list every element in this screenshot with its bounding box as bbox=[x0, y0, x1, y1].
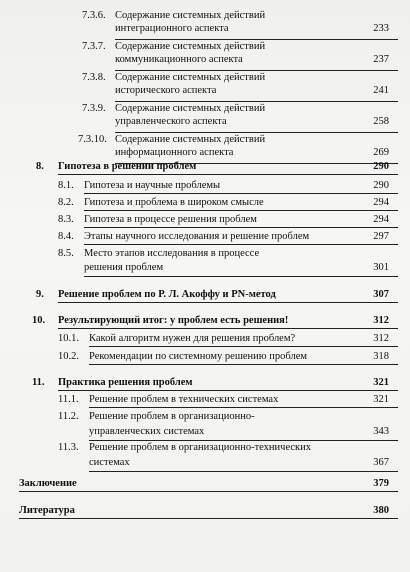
leader-line bbox=[58, 390, 398, 391]
entry-number: 7.3.6. bbox=[82, 10, 106, 21]
entry-title-line: Содержание системных действий bbox=[115, 134, 266, 145]
entry-title-line: интеграционного аспекта bbox=[115, 23, 229, 34]
chapter-title: Гипотеза в решении проблем bbox=[58, 161, 197, 172]
leader-line bbox=[84, 227, 398, 228]
entry-page: 312 bbox=[373, 333, 389, 344]
entry-page: 294 bbox=[373, 214, 389, 225]
entry-number: 7.3.9. bbox=[82, 103, 106, 114]
entry-page: 301 bbox=[373, 262, 389, 273]
entry-number: 8.2. bbox=[58, 197, 74, 208]
chapter-title: Решение проблем по Р. Л. Акоффу и PN-метод bbox=[58, 289, 276, 300]
chapter-page: 379 bbox=[373, 478, 389, 489]
leader-line bbox=[115, 70, 398, 71]
chapter-number: 9. bbox=[36, 289, 44, 300]
chapter-number: 8. bbox=[36, 161, 44, 172]
entry-title-line: управленческого аспекта bbox=[115, 116, 227, 127]
entry-number: 8.1. bbox=[58, 180, 74, 191]
entry-title-line: Содержание системных действий bbox=[115, 10, 266, 21]
entry-number: 10.2. bbox=[58, 351, 79, 362]
chapter-title: Литература bbox=[19, 505, 75, 516]
leader-line bbox=[84, 244, 398, 245]
leader-line bbox=[84, 193, 398, 194]
entry-title-line: Решение проблем в организационно- bbox=[89, 411, 255, 422]
entry-title-line: решения проблем bbox=[84, 262, 164, 273]
entry-title-line: Место этапов исследования в процессе bbox=[84, 248, 260, 259]
entry-title-line: системах bbox=[89, 457, 130, 468]
leader-line bbox=[89, 346, 398, 347]
entry-page: 343 bbox=[373, 426, 389, 437]
entry-title-line: Содержание системных действий bbox=[115, 41, 266, 52]
entry-page: 297 bbox=[373, 231, 389, 242]
entry-number: 8.3. bbox=[58, 214, 74, 225]
leader-line bbox=[58, 328, 398, 329]
chapter-page: 380 bbox=[373, 505, 389, 516]
entry-title-line: Решение проблем в организационно-технических bbox=[89, 442, 312, 453]
chapter-title: Результирующий итог: у проблем есть решения! bbox=[58, 315, 289, 326]
entry-page: 241 bbox=[373, 85, 389, 96]
leader-line bbox=[115, 132, 398, 133]
entry-title-line: Содержание системных действий bbox=[115, 72, 266, 83]
entry-title-line: Гипотеза и проблема в широком смысле bbox=[84, 197, 264, 208]
leader-line bbox=[19, 491, 398, 492]
entry-number: 7.3.8. bbox=[82, 72, 106, 83]
entry-page: 294 bbox=[373, 197, 389, 208]
chapter-title: Практика решения проблем bbox=[58, 377, 193, 388]
entry-title-line: Этапы научного исследования и решение проблем bbox=[84, 231, 310, 242]
leader-line bbox=[58, 174, 398, 175]
entry-title-line: Какой алгоритм нужен для решения проблем? bbox=[89, 333, 296, 344]
entry-page: 258 bbox=[373, 116, 389, 127]
entry-page: 321 bbox=[373, 394, 389, 405]
chapter-page: 321 bbox=[373, 377, 389, 388]
entry-number: 8.5. bbox=[58, 248, 74, 259]
entry-title-line: Гипотеза в процессе решения проблем bbox=[84, 214, 257, 225]
entry-title-line: информационного аспекта bbox=[115, 147, 234, 158]
leader-line bbox=[89, 364, 398, 365]
leader-line bbox=[115, 101, 398, 102]
leader-line bbox=[89, 407, 398, 408]
entry-page: 318 bbox=[373, 351, 389, 362]
leader-line bbox=[89, 471, 398, 472]
entry-title-line: исторического аспекта bbox=[115, 85, 217, 96]
entry-number: 7.3.10. bbox=[78, 134, 107, 145]
chapter-page: 312 bbox=[373, 315, 389, 326]
chapter-page: 307 bbox=[373, 289, 389, 300]
entry-title-line: Гипотеза и научные проблемы bbox=[84, 180, 221, 191]
entry-number: 11.3. bbox=[58, 442, 79, 453]
entry-page: 233 bbox=[373, 23, 389, 34]
entry-title-line: коммуникационного аспекта bbox=[115, 54, 243, 65]
entry-title-line: Решение проблем в технических системах bbox=[89, 394, 279, 405]
entry-title-line: Рекомендации по системному решению проблем bbox=[89, 351, 308, 362]
entry-title-line: Содержание системных действий bbox=[115, 103, 266, 114]
entry-number: 11.1. bbox=[58, 394, 79, 405]
chapter-page: 290 bbox=[373, 161, 389, 172]
leader-line bbox=[84, 210, 398, 211]
entry-number: 8.4. bbox=[58, 231, 74, 242]
entry-number: 10.1. bbox=[58, 333, 79, 344]
leader-line bbox=[58, 302, 398, 303]
leader-line bbox=[19, 518, 398, 519]
chapter-title: Заключение bbox=[19, 478, 77, 489]
leader-line bbox=[89, 440, 398, 441]
entry-number: 7.3.7. bbox=[82, 41, 106, 52]
chapter-number: 10. bbox=[32, 315, 46, 326]
entry-page: 367 bbox=[373, 457, 389, 468]
entry-page: 290 bbox=[373, 180, 389, 191]
entry-number: 11.2. bbox=[58, 411, 79, 422]
entry-page: 237 bbox=[373, 54, 389, 65]
leader-line bbox=[84, 276, 398, 277]
chapter-number: 11. bbox=[32, 377, 45, 388]
entry-page: 269 bbox=[373, 147, 389, 158]
entry-title-line: управленческих системах bbox=[89, 426, 205, 437]
leader-line bbox=[115, 39, 398, 40]
